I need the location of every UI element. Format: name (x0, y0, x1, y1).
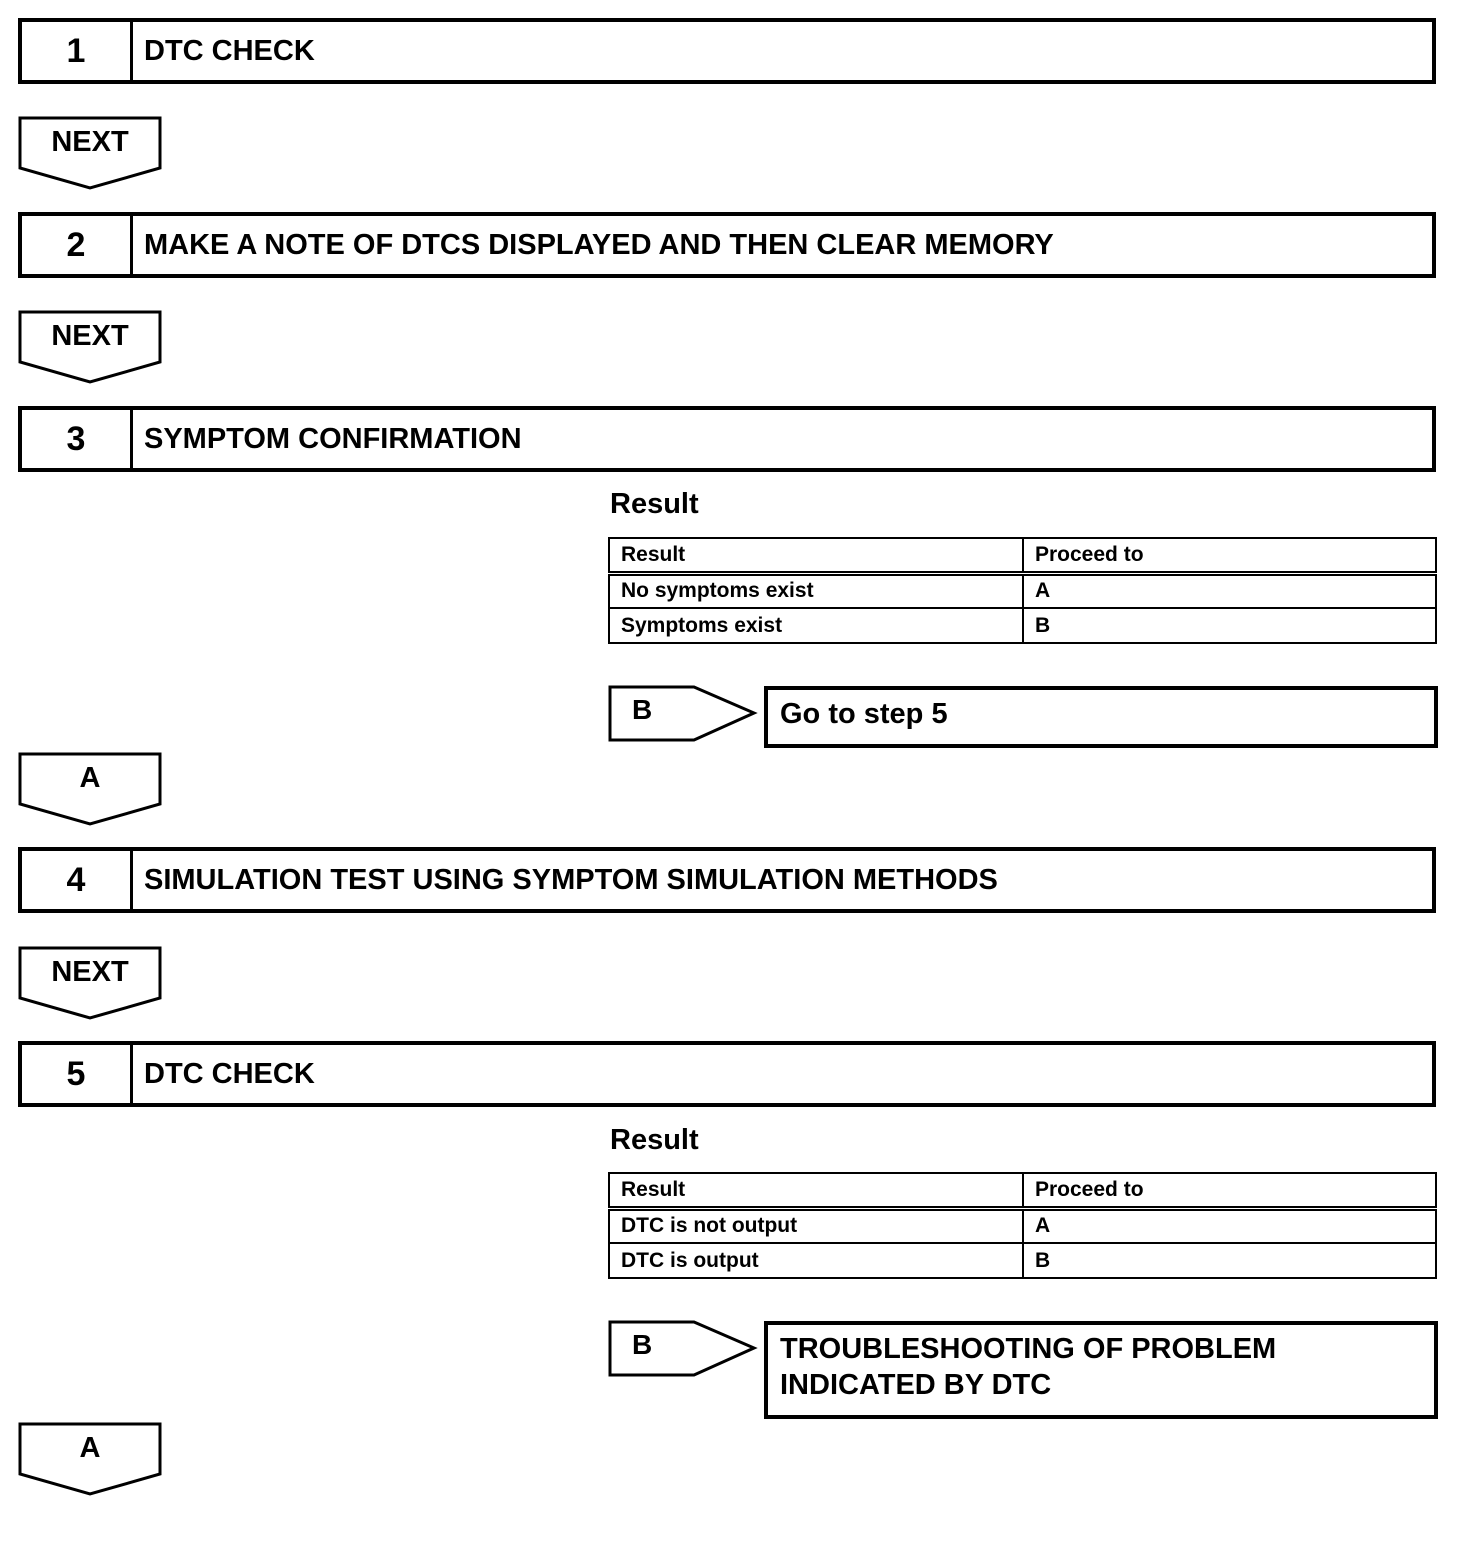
step-3-branch-b-arrow[interactable] (608, 685, 758, 743)
step-1-box (18, 18, 1436, 84)
a-arrow-3-label: A (79, 762, 101, 794)
step-5-result-heading: Result (610, 1124, 699, 1156)
step-3-result-heading: Result (610, 488, 699, 520)
column-header-proceed: Proceed to (1023, 538, 1436, 573)
step-3-branch-b-label: B (632, 694, 653, 725)
step-5-branch-destination-line-2: INDICATED BY DTC (780, 1369, 1052, 1401)
step-4-number: 4 (22, 851, 133, 909)
table-row (609, 573, 1436, 608)
next-arrow-4-label: NEXT (51, 956, 129, 988)
step-1-number: 1 (22, 22, 133, 80)
column-header-result: Result (609, 1173, 1023, 1208)
step-2-box (18, 212, 1436, 278)
result-cell: DTC is not output (609, 1208, 1023, 1243)
step-5-branch-destination-line-1: TROUBLESHOOTING OF PROBLEM (780, 1333, 1277, 1365)
column-header-proceed: Proceed to (1023, 1173, 1436, 1208)
step-5-result-table (608, 1172, 1437, 1279)
table-header-row (609, 1173, 1436, 1208)
table-row (609, 1208, 1436, 1243)
step-5-branch-b-arrow[interactable] (608, 1320, 758, 1378)
a-arrow-5-label: A (79, 1432, 101, 1464)
proceed-cell: A (1023, 1208, 1436, 1243)
table-header-row (609, 538, 1436, 573)
step-3-branch-destination[interactable] (764, 686, 1438, 748)
step-3-branch-destination-text: Go to step 5 (780, 698, 948, 730)
right-arrow-icon (608, 685, 758, 743)
step-5-box (18, 1041, 1436, 1107)
step-3-result-table (608, 537, 1437, 644)
next-arrow-2-label: NEXT (51, 320, 129, 352)
table-row (609, 1243, 1436, 1278)
step-1-title: DTC CHECK (144, 34, 315, 67)
result-cell: No symptoms exist (609, 573, 1023, 608)
proceed-cell: B (1023, 608, 1436, 643)
step-4-box (18, 847, 1436, 913)
step-3-title: SYMPTOM CONFIRMATION (144, 422, 522, 455)
result-cell: DTC is output (609, 1243, 1023, 1278)
step-5-number: 5 (22, 1045, 133, 1103)
step-2-number: 2 (22, 216, 133, 274)
step-5-title: DTC CHECK (144, 1057, 315, 1090)
proceed-cell: B (1023, 1243, 1436, 1278)
step-5-branch-destination[interactable] (764, 1321, 1438, 1419)
step-5-branch-b-label: B (632, 1329, 653, 1360)
right-arrow-icon (608, 1320, 758, 1378)
next-arrow-1[interactable] (18, 116, 164, 190)
next-arrow-4[interactable] (18, 946, 164, 1020)
next-arrow-1-label: NEXT (51, 126, 129, 158)
step-4-title: SIMULATION TEST USING SYMPTOM SIMULATION METHODS (144, 863, 998, 896)
a-arrow-3[interactable] (18, 752, 164, 826)
next-arrow-2[interactable] (18, 310, 164, 384)
result-cell: Symptoms exist (609, 608, 1023, 643)
step-3-number: 3 (22, 410, 133, 468)
step-2-title: MAKE A NOTE OF DTCS DISPLAYED AND THEN CLEAR MEMORY (144, 228, 1054, 261)
step-3-box (18, 406, 1436, 472)
a-arrow-5[interactable] (18, 1422, 164, 1496)
table-row (609, 608, 1436, 643)
proceed-cell: A (1023, 573, 1436, 608)
column-header-result: Result (609, 538, 1023, 573)
